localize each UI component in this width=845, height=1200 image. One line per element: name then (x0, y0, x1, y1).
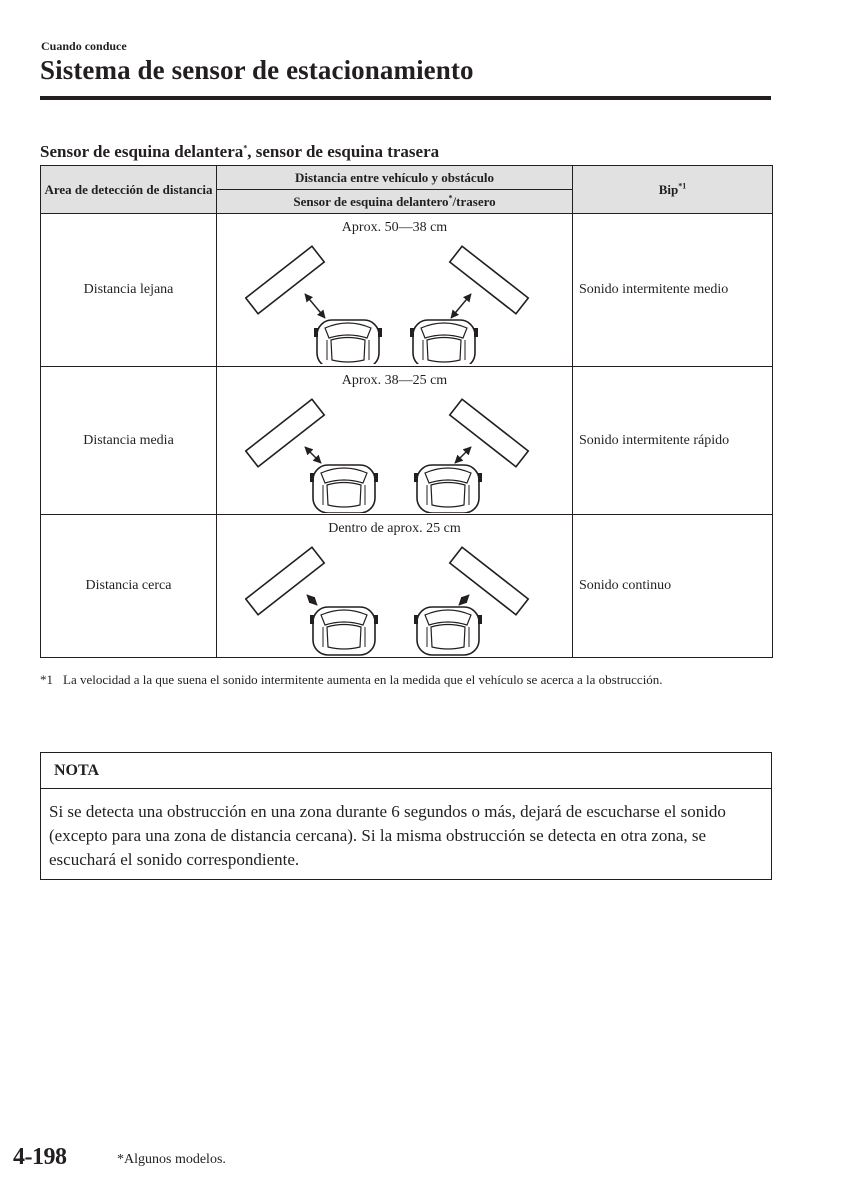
range-arrow-right (459, 595, 469, 605)
header-bip (573, 166, 773, 214)
range-label: Dentro de aprox. 25 cm (328, 521, 461, 536)
range-arrow-right (451, 294, 471, 318)
obstacle-right (449, 246, 528, 313)
area-cell: Distancia cerca (41, 515, 217, 658)
models-note: *Algunos modelos. (117, 1152, 226, 1167)
far-distance-diagram (245, 236, 545, 364)
medium-distance-diagram (245, 389, 545, 513)
header-sensor-mark: * (448, 193, 453, 203)
illustration-cell (217, 367, 573, 515)
header-sensor-rest: /trasero (452, 194, 496, 209)
nota-heading: NOTA (41, 753, 771, 789)
obstacle-right (449, 547, 528, 614)
header-area: Area de detección de distancia (41, 166, 217, 214)
range-label: Aprox. 38—25 cm (341, 373, 448, 388)
header-sensor-main: Sensor de esquina delantero (293, 194, 449, 209)
range-arrow-left (305, 294, 325, 318)
range-label: Aprox. 50—38 cm (341, 220, 448, 235)
page-number: 4-198 (13, 1144, 67, 1170)
footnote-mark: *1 (40, 672, 53, 687)
sound-cell: Sonido intermitente medio (573, 214, 773, 367)
illustration-cell (217, 515, 573, 658)
sensor-table (40, 165, 773, 658)
caption-main: Sensor de esquina delantera (40, 142, 244, 161)
area-cell: Distancia media (41, 367, 217, 515)
header-bip-mark: *1 (678, 181, 687, 191)
illustration-cell (217, 214, 573, 367)
header-sensor (217, 190, 573, 214)
table-caption (40, 142, 439, 162)
range-arrow-right (455, 447, 471, 463)
car-front-icon (314, 320, 382, 364)
page-title: Sistema de sensor de estacionamiento (40, 55, 474, 85)
sound-cell: Sonido intermitente rápido (573, 367, 773, 515)
table-row (41, 515, 773, 658)
car-rear-icon (410, 320, 478, 364)
nota-body: Si se detecta una obstrucción en una zona durante 6 segundos o más, dejará de escucharse el sonido (excepto para una zona de distancia cercana). Si la misma obstrucción se detecta en otra zona, se escuchará el sonido correspondiente. (49, 802, 726, 869)
table-row (41, 367, 773, 515)
car-front-icon (310, 607, 378, 655)
caption-rest: , sensor de esquina trasera (247, 142, 440, 161)
obstacle-left (245, 399, 324, 466)
range-arrow-left (305, 447, 321, 463)
close-distance-diagram (245, 537, 545, 657)
header-distance-group: Distancia entre vehículo y obstáculo (217, 166, 573, 190)
caption-asterisk: * (243, 143, 248, 153)
footnote-text: La velocidad a la que suena el sonido intermitente aumenta en la medida que el vehículo se acerca a la obstrucción. (63, 672, 663, 687)
section-label: Cuando conduce (41, 39, 127, 53)
table-row (41, 214, 773, 367)
nota-box (40, 752, 772, 880)
car-front-icon (310, 465, 378, 513)
footnote (40, 671, 740, 689)
sound-cell: Sonido continuo (573, 515, 773, 658)
obstacle-left (245, 547, 324, 614)
car-rear-icon (414, 607, 482, 655)
area-cell: Distancia lejana (41, 214, 217, 367)
title-rule (40, 96, 771, 100)
car-rear-icon (414, 465, 482, 513)
range-arrow-left (307, 595, 317, 605)
header-bip-label: Bip (658, 182, 679, 197)
